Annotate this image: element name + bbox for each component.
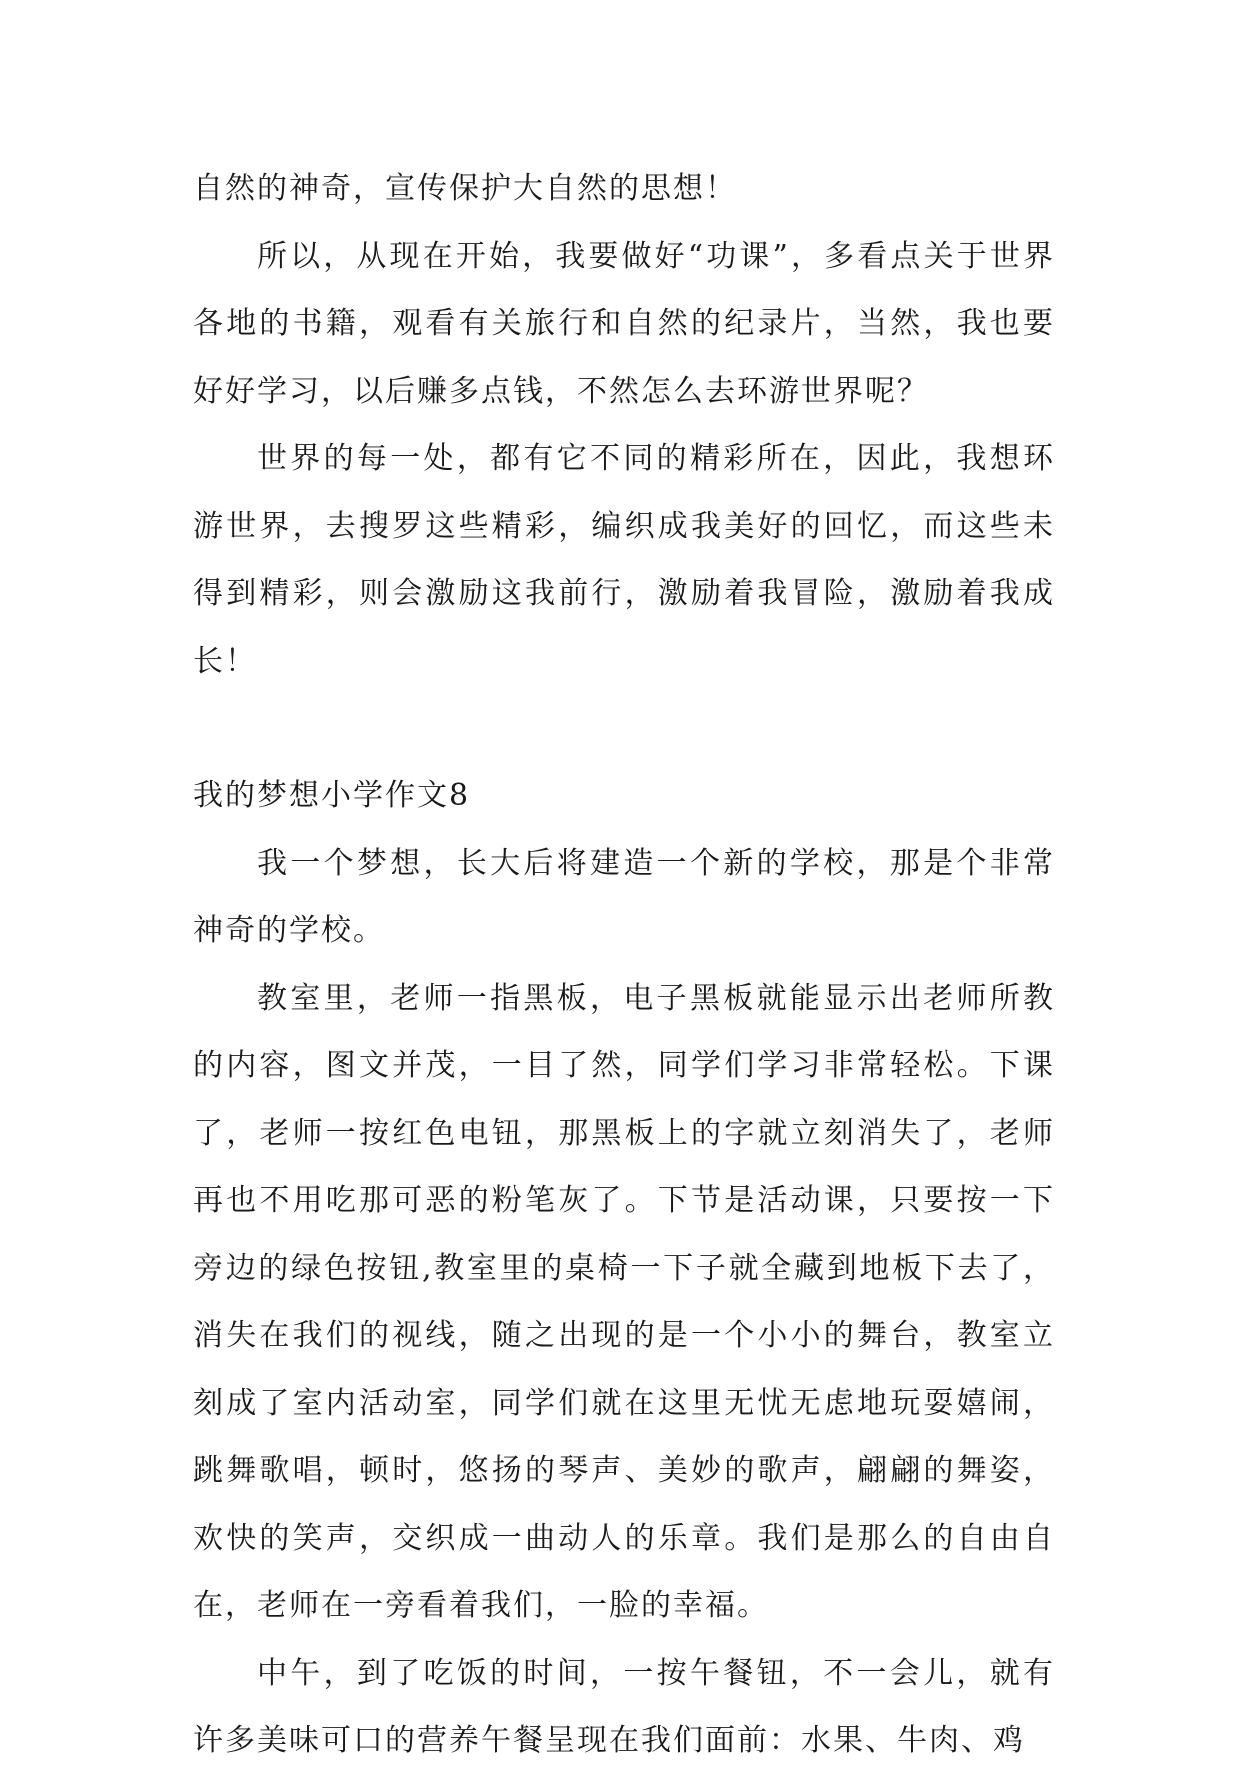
paragraph: 世界的每一处，都有它不同的精彩所在，因此，我想环游世界，去搜罗这些精彩，编织成我美好的回忆，而这些未得到精彩，则会激励这我前行，激励着我冒险，激励着我成长！: [193, 441, 1055, 679]
paragraph: 中午，到了吃饭的时间，一按午餐钮，不一会儿，就有许多美味可口的营养午餐呈现在我们面前：水果、牛肉、鸡: [193, 1655, 1055, 1758]
section-title: 我的梦想小学作文8: [193, 778, 471, 813]
paragraph: 我一个梦想，长大后将建造一个新的学校，那是个非常神奇的学校。: [193, 845, 1055, 948]
document-body: [193, 155, 1055, 1775]
paragraph: 教室里，老师一指黑板，电子黑板就能显示出老师所教的内容，图文并茂，一目了然，同学们学习非常轻松。下课了，老师一按红色电钮，那黑板上的字就立刻消失了，老师再也不用吃那可恶的粉笔灰了。下节是活动课，只要按一下旁边的绿色按钮,教室里的桌椅一下子就全藏到地板下去了，消失在我们的视线，随之出现的是一个小小的舞台，教室立刻成了室内活动室，同学们就在这里无忧无虑地玩耍嬉闹，跳舞歌唱，顿时，悠扬的琴声、美妙的歌声，翩翩的舞姿，欢快的笑声，交织成一曲动人的乐章。我们是那么的自由自在，老师在一旁看着我们，一脸的幸福。: [193, 980, 1055, 1623]
paragraph: 所以，从现在开始，我要做好“功课”，多看点关于世界各地的书籍，观看有关旅行和自然的纪录片，当然，我也要好好学习，以后赚多点钱，不然怎么去环游世界呢？: [193, 238, 1055, 409]
paragraph-continuation: 自然的神奇，宣传保护大自然的思想！: [193, 171, 737, 206]
